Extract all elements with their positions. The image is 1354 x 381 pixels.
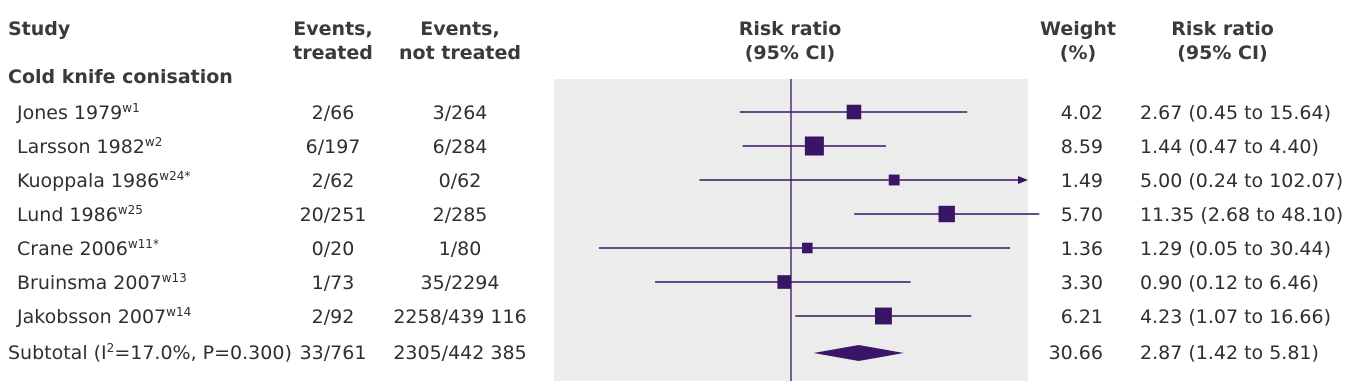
subtotal-diamond	[813, 345, 903, 361]
header-events-treated-line1: Events,	[293, 18, 373, 40]
study-name: Larsson 1982	[17, 136, 145, 158]
events-treated-cell: 2/62	[311, 170, 355, 192]
study-name: Jones 1979	[17, 102, 123, 124]
header-risk-ratio	[1140, 17, 1305, 65]
subtotal-label-post: =17.0%, P=0.300)	[114, 342, 292, 364]
study-name-cell	[17, 237, 159, 261]
subtotal-risk-ratio: 2.87 (1.42 to 5.81)	[1140, 342, 1319, 364]
study-reference: w24*	[159, 169, 191, 183]
events-treated-cell: 2/92	[311, 306, 355, 328]
study-reference: w25	[117, 203, 143, 217]
weight-cell: 8.59	[1060, 136, 1103, 158]
header-risk-ratio-line2: (95% CI)	[1177, 42, 1268, 64]
study-name-cell	[17, 101, 140, 125]
subtotal-treated: 33/761	[299, 342, 367, 364]
subtotal-weight: 30.66	[1048, 342, 1103, 364]
point-estimate-marker	[805, 137, 824, 156]
header-plot-risk-ratio-line2: (95% CI)	[744, 42, 836, 64]
study-name-cell	[17, 271, 187, 295]
study-reference: w11*	[127, 237, 159, 251]
header-events-not-treated-line2: not treated	[398, 42, 521, 64]
risk-ratio-cell: 11.35 (2.68 to 48.10)	[1140, 204, 1344, 226]
point-estimate-marker	[802, 243, 813, 254]
study-name: Crane 2006	[17, 238, 128, 260]
study-name: Lund 1986	[17, 204, 118, 226]
study-name-cell	[17, 135, 162, 159]
study-reference: w2	[144, 135, 163, 149]
header-events-not-treated-line1: Events,	[420, 18, 500, 40]
events-not-treated-cell: 1/80	[438, 238, 482, 260]
weight-cell: 1.49	[1060, 170, 1103, 192]
subtotal-label-sup: 2	[106, 341, 115, 355]
events-treated-cell: 2/66	[311, 102, 355, 124]
events-not-treated-cell: 3/264	[432, 102, 488, 124]
study-reference: w1	[122, 101, 140, 115]
weight-cell: 1.36	[1060, 238, 1103, 260]
plot-panel-background	[554, 79, 1028, 381]
study-name: Jakobsson 2007	[17, 306, 167, 328]
weight-cell: 4.02	[1060, 102, 1103, 124]
point-estimate-marker	[777, 275, 791, 289]
point-estimate-marker	[889, 175, 900, 186]
subtotal-label-pre: Subtotal (I	[8, 342, 107, 364]
risk-ratio-cell: 1.29 (0.05 to 30.44)	[1140, 238, 1332, 260]
header-risk-ratio-line1: Risk ratio	[1171, 18, 1274, 40]
header-events-treated-line2: treated	[293, 42, 373, 64]
study-name-cell	[17, 203, 143, 227]
risk-ratio-cell: 1.44 (0.47 to 4.40)	[1140, 136, 1319, 158]
risk-ratio-cell: 5.00 (0.24 to 102.07)	[1140, 170, 1344, 192]
header-events-treated	[283, 17, 383, 65]
study-name: Kuoppala 1986	[17, 170, 160, 192]
study-name-cell	[17, 169, 190, 193]
events-not-treated-cell: 35/2294	[420, 272, 500, 294]
header-plot-risk-ratio	[700, 17, 880, 65]
study-reference: w13	[161, 271, 187, 285]
header-study: Study	[8, 18, 71, 40]
events-treated-cell: 0/20	[311, 238, 355, 260]
events-not-treated-cell: 0/62	[438, 170, 482, 192]
weight-cell: 5.70	[1060, 204, 1103, 226]
study-name-cell	[17, 305, 191, 329]
events-not-treated-cell: 2/285	[432, 204, 488, 226]
header-weight-line1: Weight	[1040, 18, 1116, 40]
header-plot-risk-ratio-line1: Risk ratio	[738, 18, 842, 40]
header-events-not-treated	[385, 17, 535, 65]
point-estimate-marker	[847, 105, 862, 120]
header-weight	[1028, 17, 1128, 65]
section-title: Cold knife conisation	[8, 66, 233, 88]
point-estimate-marker	[875, 308, 892, 325]
risk-ratio-cell: 0.90 (0.12 to 6.46)	[1140, 272, 1319, 294]
point-estimate-marker	[939, 206, 955, 222]
study-name: Bruinsma 2007	[17, 272, 162, 294]
header-weight-line2: (%)	[1059, 42, 1097, 64]
events-treated-cell: 6/197	[305, 136, 361, 158]
risk-ratio-cell: 4.23 (1.07 to 16.66)	[1140, 306, 1332, 328]
study-reference: w14	[166, 305, 192, 319]
weight-cell: 6.21	[1060, 306, 1103, 328]
events-treated-cell: 1/73	[311, 272, 355, 294]
subtotal-label	[8, 341, 292, 365]
events-treated-cell: 20/251	[299, 204, 367, 226]
events-not-treated-cell: 2258/439 116	[393, 306, 527, 328]
events-not-treated-cell: 6/284	[432, 136, 488, 158]
weight-cell: 3.30	[1060, 272, 1103, 294]
subtotal-not-treated: 2305/442 385	[393, 342, 527, 364]
risk-ratio-cell: 2.67 (0.45 to 15.64)	[1140, 102, 1332, 124]
